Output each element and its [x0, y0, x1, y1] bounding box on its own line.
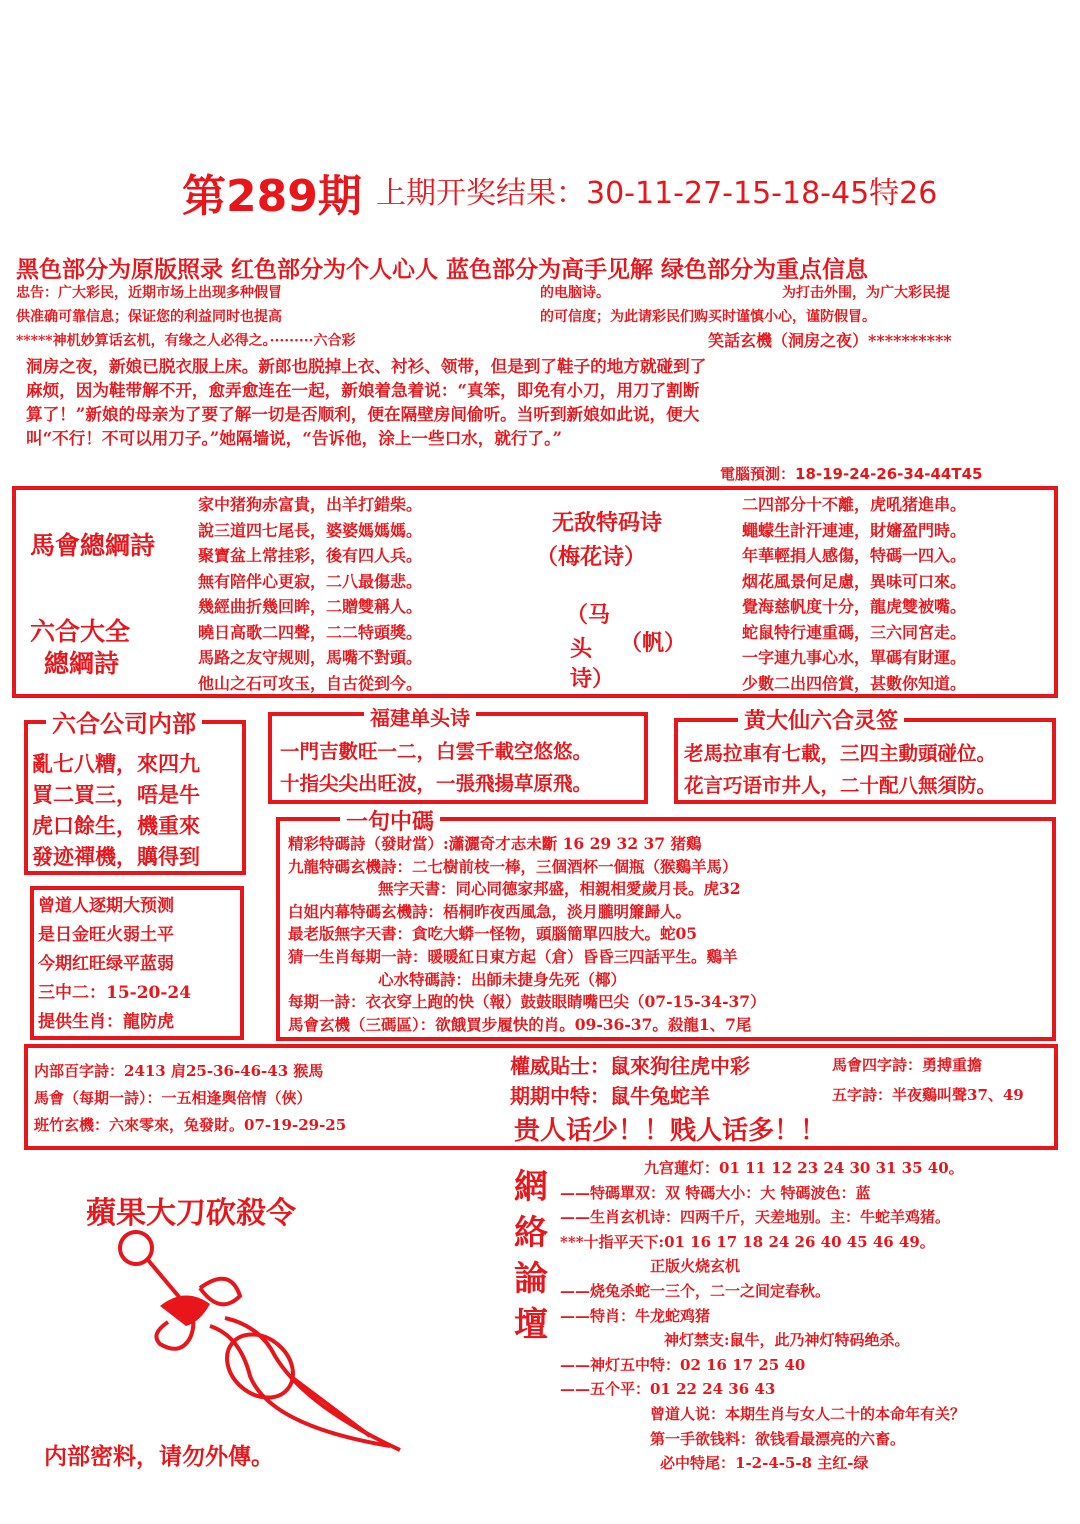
mid-title-1: 无敌特码诗	[552, 510, 663, 536]
tips-slogan: 贵人话少！！贱人话多！！	[514, 1116, 827, 1146]
poem-col-2: 二四部分十不離，虎吼猪進串。 蠅蠓生計汗連連，財嬸盈門時。 年華輕捐人感傷，特碼一四入。 烟花風景何足慮，異味可口來。 覺海慈帆度十分，龍虎雙被嘴。 蛇鼠特行連重碼，三六同宮走。 一字連九事心水，單碼有財運。 少數二出四倍賞，甚數你知道。	[742, 495, 967, 693]
company-internal-lines: 亂七八糟，來四九 買二買三，唔是牛 虎口餘生，機重來 發迹禪機，贎得到	[32, 751, 200, 869]
mid-title-3: （马	[566, 602, 611, 628]
issue-number: 第289期	[182, 171, 362, 222]
wong-tai-sin-box	[674, 708, 1056, 804]
poem-title-2b: 總綱詩	[44, 649, 120, 678]
story-text: 洞房之夜，新娘已脱衣服上床。新郎也脱掉上衣、衬衫、领带，但是到了鞋子的地方就碰到了 麻烦，因为鞋带解不开，愈弄愈连在一起，新娘着急着说：“真笨，即免有小刀，用刀了割断 算了！”新娘的母亲为了要了解一切是否顺利，便在隔壁房间偷听。当听到新娘如此说，便大 叫“不行！不可以用刀子。”她隔墙说，“告诉他，涂上一些口水，就行了。”	[26, 356, 707, 448]
tips-left: 内部百字詩：2413 肩25-36-46-43 猴馬 馬會（每期一詩）：一五相逢舆倍情（俠） 班竹玄機：六來零來，兔發財。07-19-29-25	[34, 1062, 347, 1134]
poem-title-2a: 六合大全	[30, 617, 131, 646]
poem-title-1: 馬會總綱詩	[30, 531, 156, 560]
tips-four-char: 馬會四字詩：勇搏重擔	[832, 1056, 983, 1074]
forum-lines: 九宫蓮灯：01 11 12 23 24 30 31 35 40。 ——特碼單双：双 特碼大小：大 特碼波色：蓝 ——生肖玄机诗：四两千斤，天差地别。主：牛蛇羊鸡猪。 ***十指平天下:01 16 17 18 24 26 40 45 46 49。 正版火烧玄机 ——烧兔杀蛇一三个，二一之间定春秋。 ——特肖：牛龙蛇鸡猪 神灯禁支:鼠牛，此乃神灯特码绝杀。 ——神灯五中特：02 16 17 25 40 ——五个平：01 22 24 36 43 曾道人说：本期生肖与女人二十的本命年有关？ 第一手欲钱料：欲钱看最漂亮的六畜。 必中特尾：1-2-4-5-8 主红-绿	[560, 1159, 966, 1473]
tips-every-issue: 期期中特：鼠牛兔蛇羊	[510, 1084, 710, 1108]
wong-tai-sin-title: 黄大仙六合灵签	[738, 704, 904, 735]
notice-right: 为打击外围，为广大彩民提	[782, 285, 950, 301]
fujian-poem-lines: 一門吉數旺一二，白雲千載空悠悠。 十指尖尖出旺波，一張飛揚草原飛。	[280, 740, 593, 795]
story-head-right: 笑話玄機（洞房之夜）**********	[708, 331, 952, 350]
one-line-code-lines: 精彩特碼詩（發財當）:瀟灑奇才志未斷 16 29 32 37 猪鷄 九龍特碼玄機詩：二七樹前枝一棒，三個酒杯一個瓶（猴鷄羊馬） 無字天書：同心同德家邦盛，相親相愛歲月長。虎32 白姐内幕特碼玄機詩：梧桐昨夜西風急，淡月朧明簾歸人。 最老版無字天書：貪吃大蟒一怪物，頭腦簡單四肢大。蛇05 猜一生肖每期一詩：暖暖紅日東方起（倉）昏昏三四話平生。鷄羊 心水特碼詩：出師未捷身先死（椰） 每期一詩：衣衣穿上跑的快（報）鼓鼓眼睛嘴巴尖（07-15-34-37） 馬會玄機（三碼區）：欲餓買步履快的肖。09-36-37。殺龍1、7尾	[288, 834, 766, 1034]
mid-title-5: （帆）	[620, 630, 687, 656]
sword-title: 蘋果大刀砍殺令	[86, 1196, 296, 1231]
poem-box	[12, 486, 1058, 698]
one-line-code-title: 一句中碼	[340, 805, 440, 836]
company-internal-title: 六合公司内部	[46, 704, 202, 739]
notice-left: 忠告：广大彩民，近期市场上出现多种假冒 供准确可靠信息；保证您的利益同时也提高	[16, 285, 282, 325]
mid-title-6: 诗）	[570, 666, 615, 692]
mid-title-4: 头	[570, 636, 593, 662]
tsang-prediction-box	[30, 886, 244, 1040]
fujian-poem-title: 福建单头诗	[364, 702, 476, 731]
tips-authority: 權威貼士：鼠來狗往虎中彩	[510, 1054, 750, 1078]
wong-tai-sin-lines: 老馬拉車有七載，三四主動頭碰位。 花言巧语市井人，二十配八無須防。	[684, 742, 997, 797]
story-head-left: *****神机妙算话玄机，有缘之人必得之。·········六合彩	[16, 333, 356, 349]
sword-note: 内部密料，请勿外傳。	[44, 1443, 274, 1470]
color-legend: 黑色部分为原版照录 红色部分为个人心人 蓝色部分为高手见解 绿色部分为重点信息	[16, 257, 869, 283]
tips-box	[24, 1044, 1058, 1150]
one-line-code-box	[276, 809, 1056, 1041]
last-result: 上期开奖结果：30-11-27-15-18-45特26	[376, 176, 938, 211]
company-internal-box	[24, 709, 246, 875]
tsang-prediction-lines: 曾道人逐期大预测 是日金旺火弱土平 今期红旺绿平蓝弱 三中二：15-20-24 提供生肖：龍防虎	[38, 896, 192, 1032]
fujian-poem-box	[268, 706, 648, 804]
notice-mid: 的电脑诗。 的可信度；为此请彩民们购买时谨慎小心，谨防假冒。	[540, 285, 876, 325]
forum-vertical-title: 網 絡 論 壇	[514, 1167, 548, 1345]
poem-col-1: 家中猪狗赤富貴，出羊打錯柴。 說三道四七尾長，婆婆媽媽媽。 聚寶盆上常挂彩，後有四人兵。 無有陪伴心更寂，二八最傷悲。 幾經曲折幾回眸，二贈雙稱人。 曉日高歌二四聲，二二特頭獎。 馬路之友守规则，馬嘴不對頭。 他山之石可攻玉，自古從到今。	[198, 495, 423, 693]
mid-title-2: （梅花诗）	[536, 544, 647, 570]
computer-prediction: 電腦預測：18-19-24-26-34-44T45	[720, 465, 983, 483]
sword-icon	[90, 1226, 420, 1456]
tips-five-char: 五字詩：半夜鷄叫聲37、49	[832, 1086, 1024, 1104]
